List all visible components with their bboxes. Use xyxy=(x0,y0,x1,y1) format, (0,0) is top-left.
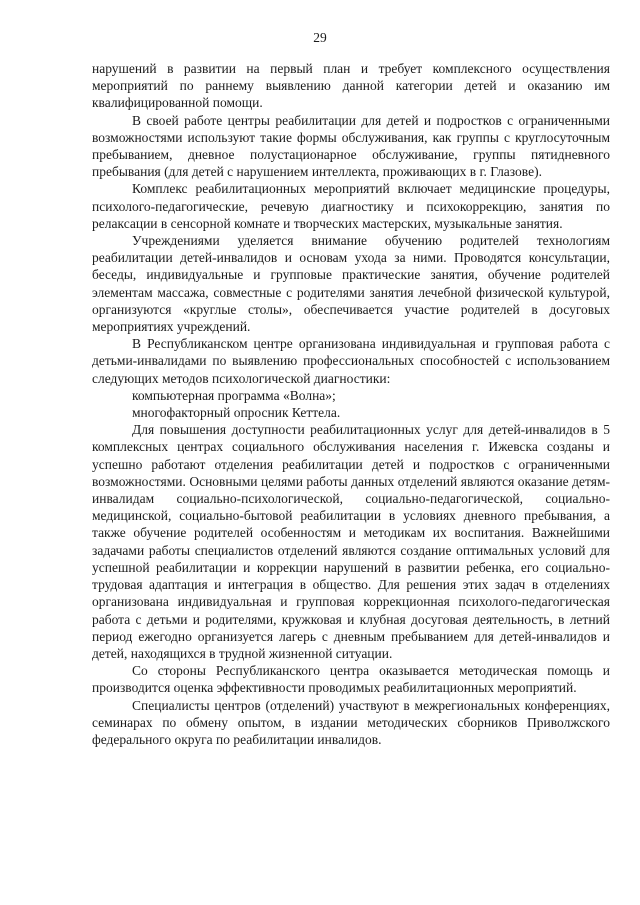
paragraph-izhevsk-departments: Для повышения доступности реабилитационных услуг для детей-инвалидов в 5 комплексных центрах социального обслуживания населения г. Ижевска созданы и успешно работают отделения реабилитации детей и подростков с ограниченными возможностями. Основными целями работы данных отделений являются оказание детям-инвалидам социально-психологической, социально-педагогической, социально-медицинской, социально-бытовой реабилитации в условиях дневного пребывания, а также обучение родителей особенностям и методикам их воспитания. Важнейшими задачами работы специалистов отделений являются создание оптимальных условий для успешной реабилитации и коррекции нарушений в развитии ребенка, его социально-трудовая адаптация и интеграция в общество. Для решения этих задач в отделениях организована индивидуальная и групповая коррекционная психолого-педагогическая работа с детьми и родителями, кружковая и клубная досуговая деятельность, в летний период ежегодно организуется лагерь с дневным пребыванием для детей-инвалидов и детей, находящихся в трудной жизненной ситуации. xyxy=(92,422,610,661)
paragraph-parent-training: Учреждениями уделяется внимание обучению родителей технологиям реабилитации детей-инвалидов и основам ухода за ними. Проводятся консультации, беседы, индивидуальные и групповые практические занятия, обучение родителей элементам массажа, совместные с родителями занятия лечебной физической культурой, организуются «круглые столы», обеспечивается участие родителей в досуговых мероприятиях учреждений. xyxy=(92,233,610,335)
list-item-volna-program: компьютерная программа «Волна»; xyxy=(132,387,336,403)
paragraph-continuation: нарушений в развитии на первый план и требует комплексного осуществления мероприятий по раннему выявлению данной категории детей и оказанию им квалифицированной помощи. xyxy=(92,61,610,111)
paragraph-specialists-conferences: Специалисты центров (отделений) участвуют в межрегиональных конференциях, семинарах по обмену опытом, в издании методических сборников Приволжского федерального округа по реабилитации инвалидов. xyxy=(92,697,610,747)
document-body xyxy=(92,60,610,748)
paragraph-rehabilitation-complex: Комплекс реабилитационных мероприятий включает медицинские процедуры, психолого-педагогические, речевую диагностику и психокоррекцию, занятия по релаксации в сенсорной комнате и творческих мастерских, музыкальные занятия. xyxy=(92,181,610,231)
list-item-cattell-questionnaire: многофакторный опросник Кеттела. xyxy=(132,405,341,421)
paragraph-diagnostics-methods: В Республиканском центре организована индивидуальная и групповая работа с детьми-инвалидами по выявлению профессиональных способностей с использованием следующих методов психологической диагностики: xyxy=(92,336,610,386)
paragraph-methodical-assistance: Со стороны Республиканского центра оказывается методическая помощь и производится оценка эффективности проводимых реабилитационных мероприятий. xyxy=(92,663,610,696)
page-number: 29 xyxy=(313,30,327,45)
paragraph-service-forms: В своей работе центры реабилитации для детей и подростков с ограниченными возможностями используют такие формы обслуживания, как группы с круглосуточным пребыванием, дневное полустационарное обслуживание, группы пятидневного пребывания (для детей с нарушением интеллекта, проживающих в г. Глазове). xyxy=(92,112,610,180)
